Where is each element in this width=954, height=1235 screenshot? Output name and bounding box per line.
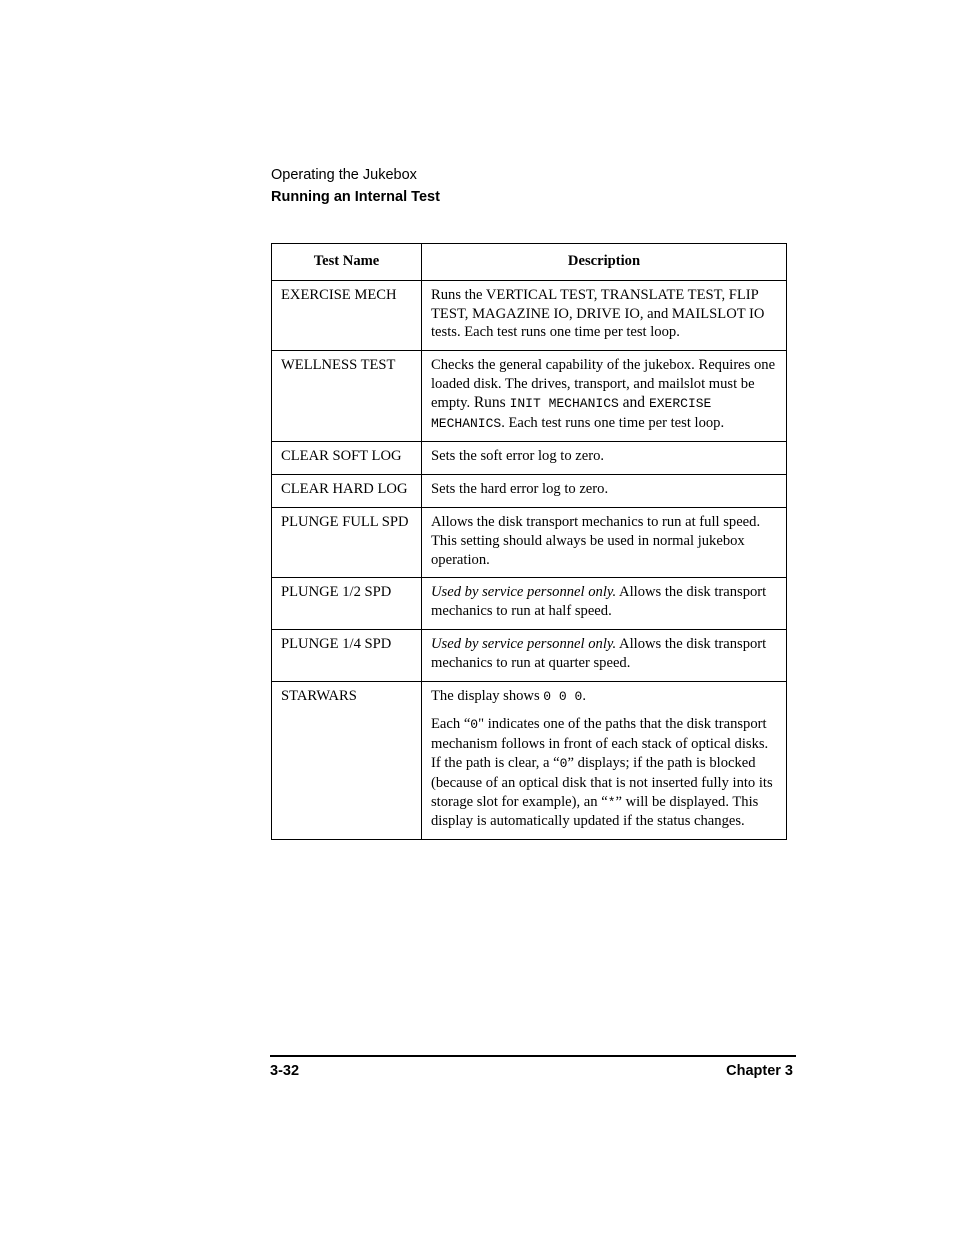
code-text: INIT MECHANICS [509, 395, 619, 411]
code-text: EXERCISE MECHANICS [431, 395, 712, 431]
description-text: . [582, 687, 586, 704]
description-text: ” displays; if the path is blocked (because of an optical disk that is not inserted fully into its storage slot for example), an “ [431, 754, 773, 810]
test-name-cell: PLUNGE FULL SPD [272, 507, 422, 577]
table-row [272, 475, 787, 508]
description-text: . Each test runs one time per test loop. [501, 414, 725, 431]
internal-tests-table [271, 243, 787, 840]
test-name-cell: PLUNGE 1/2 SPD [272, 578, 422, 630]
description-cell: Runs the VERTICAL TEST, TRANSLATE TEST, FLIP TEST, MAGAZINE IO, DRIVE IO, and MAILSLOT IO tests. Each test runs one time per test loop. [422, 280, 787, 350]
description-text: ” will be displayed. This display is automatically updated if the status changes. [431, 793, 759, 830]
description-paragraph [431, 687, 778, 707]
code-text: * [607, 794, 616, 810]
description-cell [422, 578, 787, 630]
italic-note: Used by service personnel only. [431, 584, 617, 601]
test-name-cell: WELLNESS TEST [272, 351, 422, 442]
description-text: " indicates one of the paths that the disk transport mechanism follows in front of each stack of optical disks. If the path is clear, a “ [431, 716, 769, 771]
section-title: Running an Internal Test [271, 189, 440, 205]
code-text: 0 [470, 717, 479, 733]
description-cell: Sets the hard error log to zero. [422, 475, 787, 508]
column-header-test-name: Test Name [272, 244, 422, 281]
description-cell [422, 351, 787, 442]
table-row [272, 578, 787, 630]
description-cell [422, 629, 787, 681]
description-text: Each “ [431, 716, 471, 733]
code-text: 0 [559, 755, 568, 771]
description-paragraph [431, 715, 778, 831]
table-row [272, 442, 787, 475]
description-text: Allows the disk transport mechanics to run at quarter speed. [431, 635, 767, 671]
description-cell: Sets the soft error log to zero. [422, 442, 787, 475]
description-text: Checks the general capability of the jukebox. Requires one loaded disk. The drives, transport, and mailslot must be empty. [431, 357, 776, 411]
description-cell [422, 681, 787, 840]
table-row [272, 629, 787, 681]
table-header-row [272, 244, 787, 281]
code-text: 0 0 0 [543, 688, 583, 704]
description-text: and [618, 393, 649, 411]
column-header-description: Description [422, 244, 787, 281]
page-number: 3-32 [270, 1063, 300, 1079]
description-text: Runs [473, 393, 510, 411]
test-name-cell: STARWARS [272, 681, 422, 840]
test-name-cell: EXERCISE MECH [272, 280, 422, 350]
footer-divider [270, 1055, 796, 1057]
footer-chapter: Chapter 3 [726, 1063, 793, 1079]
page-header [271, 166, 440, 206]
table-row [272, 507, 787, 577]
table-row [272, 681, 787, 840]
table-row [272, 280, 787, 350]
test-name-cell: CLEAR SOFT LOG [272, 442, 422, 475]
description-text: Allows the disk transport mechanics to run at half speed. [431, 584, 767, 620]
test-name-cell: CLEAR HARD LOG [272, 475, 422, 508]
description-text: The display shows [431, 687, 544, 704]
chapter-title: Operating the Jukebox [271, 167, 417, 183]
table-row [272, 351, 787, 442]
description-cell: Allows the disk transport mechanics to run at full speed. This setting should always be used in normal jukebox operation. [422, 507, 787, 577]
test-name-cell: PLUNGE 1/4 SPD [272, 629, 422, 681]
italic-note: Used by service personnel only. [431, 635, 617, 652]
